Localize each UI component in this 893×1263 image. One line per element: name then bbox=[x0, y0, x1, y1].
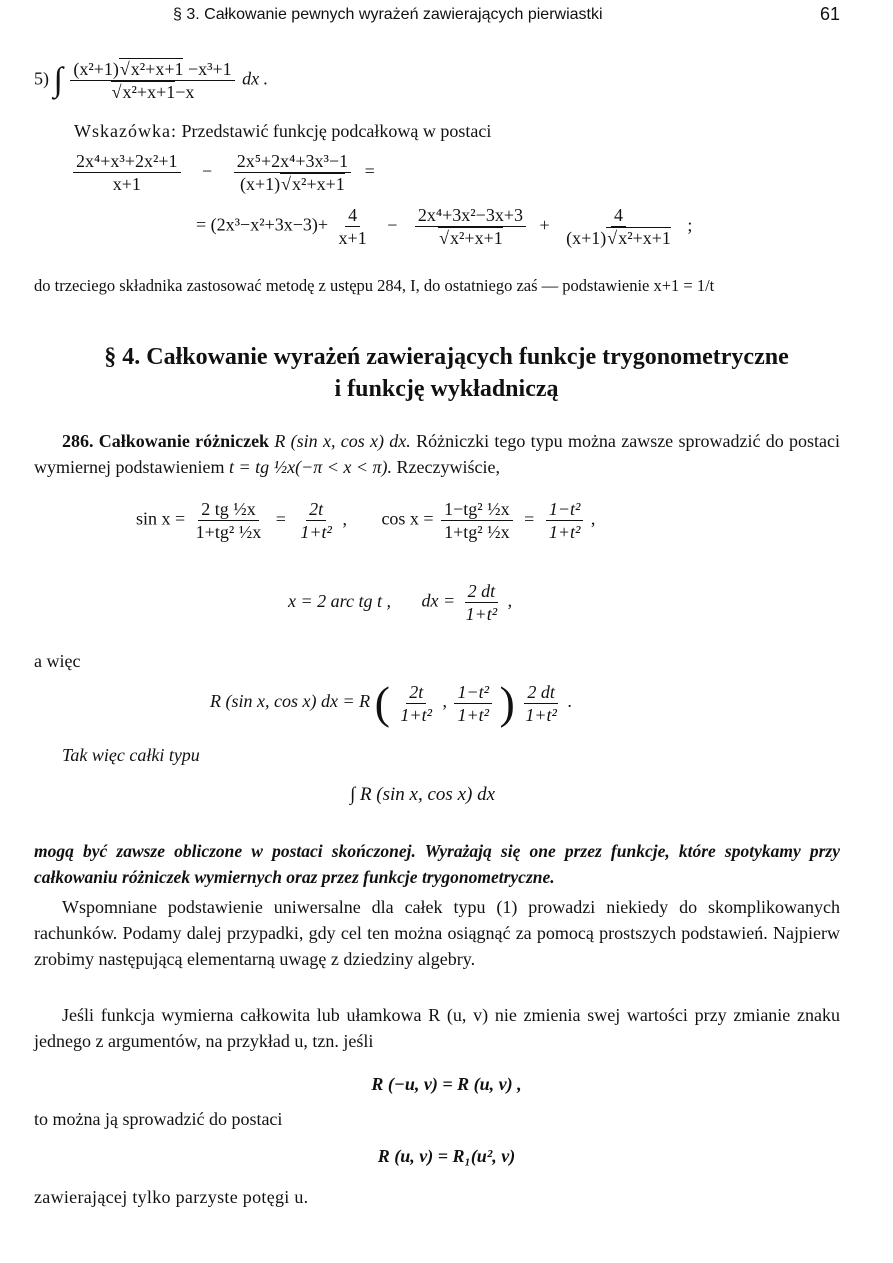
exercise-5-den-rest: −x bbox=[175, 82, 195, 102]
x-formula: x = 2 arc tg t , bbox=[288, 590, 391, 611]
paragraph-text-1: Różniczki tego typu można zawsze sprowadzić do postaci wymiernej podstawieniem bbox=[34, 431, 841, 477]
equation-r-symmetry: R (−u, v) = R (u, v) , bbox=[371, 1074, 522, 1094]
exercise-5 bbox=[34, 58, 268, 103]
paragraph-3: Jeśli funkcja wymierna całkowita lub ułamkowa R (u, v) nie zmienia swej wartości przy zmianie znaku jednego z argumentów, na przykład u, tzn. jeśli bbox=[34, 1005, 840, 1051]
r-f1-num: 2t bbox=[406, 681, 426, 704]
cos-lhs: cos x = bbox=[381, 508, 434, 529]
eq2-f3-den-sqrt: √ x²+x+1 bbox=[606, 227, 671, 248]
paragraph-286 bbox=[34, 428, 840, 480]
right-paren: ) bbox=[499, 677, 515, 728]
eq2-f1-num: 4 bbox=[345, 204, 360, 227]
hint-text: Przedstawić funkcję podcałkową w postaci bbox=[176, 121, 492, 141]
cos-fraction-1 bbox=[441, 498, 513, 543]
exercise-5-num-sqrt: √ x²+x+1 bbox=[119, 58, 184, 79]
r-end: . bbox=[567, 691, 572, 712]
eq2-end: ; bbox=[687, 214, 693, 235]
eq1-f2-den-pre: (x+1) bbox=[240, 174, 281, 194]
exercise-5-den-sqrt: √ x²+x+1 bbox=[111, 81, 176, 102]
cos-f2-den: 1+t² bbox=[548, 522, 581, 542]
integral-sign: ∫ bbox=[53, 61, 63, 99]
cos-f2-num: 1−t² bbox=[546, 498, 584, 521]
r-substitution-formula: R (sin x, cos x) dx = R ( $\frac{2t}{\text{1+t²}}$ , $\frac{\text{1−t²}}{\text{1+t²}}$ ) $\frac{2 dt}{\text{1+t²}}$ . bbox=[210, 677, 572, 728]
sin-comma: , bbox=[342, 508, 347, 529]
eq2-f2-den-sqrt: √ x²+x+1 bbox=[438, 227, 503, 248]
cos-equals: = bbox=[524, 508, 535, 529]
eq2-f2-num: 2x⁴+3x²−3x+3 bbox=[415, 204, 526, 227]
exercise-label: 5) bbox=[34, 68, 49, 89]
eq2-f3-num: 4 bbox=[611, 204, 626, 227]
section-heading-line-2: i funkcję wykładniczą bbox=[334, 376, 559, 402]
eq2-plus: + bbox=[539, 214, 550, 235]
r-f2-num: 1−t² bbox=[454, 681, 492, 704]
eq1-f1-num: 2x⁴+x³+2x²+1 bbox=[73, 150, 181, 173]
page-number: 61 bbox=[820, 4, 841, 24]
eq2-f1-den: x+1 bbox=[338, 228, 367, 248]
sin-f2-den: 1+t² bbox=[300, 522, 332, 542]
eq1-equals: = bbox=[364, 160, 375, 181]
dx-fraction bbox=[463, 580, 501, 625]
sin-lhs: sin x = bbox=[136, 508, 186, 529]
eq2-fraction-1 bbox=[336, 204, 370, 249]
sin-equals: = bbox=[275, 508, 286, 529]
sin-fraction-2 bbox=[297, 498, 335, 543]
r-f3-den: 1+t² bbox=[525, 704, 557, 725]
r-f1-den: 1+t² bbox=[400, 704, 432, 725]
dx-lhs: dx = bbox=[421, 590, 456, 611]
r-f2-den: 1+t² bbox=[457, 704, 490, 725]
hint-note: do trzeciego składnika zastosować metodę z ustępu 284, I, do ostatniego zaś — podstawienie x+1 = 1/t bbox=[34, 276, 715, 295]
cos-f1-num: 1−tg² ½x bbox=[441, 498, 513, 521]
eq2-start: = (2x³−x²+3x−3)+ bbox=[196, 214, 329, 235]
r-fraction-1 bbox=[397, 681, 435, 726]
eq1-f2-num: 2x⁵+2x⁴+3x³−1 bbox=[234, 150, 351, 173]
paragraph-text-2: Rzeczywiście, bbox=[392, 457, 500, 477]
eq2-fraction-2 bbox=[415, 204, 526, 249]
eq2-f3-den-pre: (x+1) bbox=[566, 228, 607, 248]
sin-f1-num: 2 tg ½x bbox=[198, 498, 259, 521]
a-wiec: a więc bbox=[34, 651, 81, 671]
exercise-5-num: (x²+1) bbox=[73, 59, 119, 79]
eq1-f2-den-sqrt: √ x²+x+1 bbox=[280, 173, 345, 194]
eq2-minus: − bbox=[387, 214, 398, 235]
eq1-fraction-1 bbox=[73, 150, 181, 195]
equation-1 bbox=[70, 150, 375, 195]
exercise-5-fraction bbox=[70, 58, 234, 103]
x-dx-formulas bbox=[288, 580, 512, 625]
sin-f2-num: 2t bbox=[306, 498, 326, 521]
paragraph-number: 286. bbox=[62, 431, 94, 451]
sin-cos-formulas bbox=[136, 498, 595, 543]
cos-f1-den: 1+tg² ½x bbox=[444, 522, 510, 542]
hint bbox=[74, 118, 491, 144]
tak-wiec: Tak więc całki typu bbox=[62, 745, 200, 765]
dx-den: 1+t² bbox=[465, 604, 498, 624]
dx-num: 2 dt bbox=[465, 580, 499, 603]
equation-r-even: R (u, v) = R₁(u², v) bbox=[377, 1146, 516, 1166]
eq1-f1-den: x+1 bbox=[112, 174, 141, 194]
paragraph-2: Wspomniane podstawienie uniwersalne dla całek typu (1) prowadzi niekiedy do skomplikowanych rachunków. Podamy dalej przypadki, gdy cel ten można osiągnąć za pomocą prostszych podstawień. Najpierw zrobimy następującą elementarną uwagę z dziedziny algebry. bbox=[34, 897, 840, 969]
eq1-minus: − bbox=[202, 160, 213, 181]
equation-2 bbox=[196, 204, 692, 249]
to-mozna: to można ją sprowadzić do postaci bbox=[34, 1109, 283, 1129]
sin-fraction-1 bbox=[193, 498, 265, 543]
left-paren: ( bbox=[374, 677, 390, 728]
r-f3-num: 2 dt bbox=[524, 681, 558, 704]
dx-comma: , bbox=[507, 590, 513, 611]
paragraph-expression: R (sin x, cos x) dx. bbox=[274, 431, 411, 451]
hint-label: Wskazówka: bbox=[74, 121, 177, 141]
eq1-fraction-2 bbox=[234, 150, 351, 195]
r-fraction-3 bbox=[522, 681, 560, 726]
r-lhs: R (sin x, cos x) dx = R bbox=[210, 691, 371, 712]
eq2-fraction-3 bbox=[563, 204, 674, 249]
running-header-title: § 3. Całkowanie pewnych wyrażeń zawierających pierwiastki bbox=[173, 6, 603, 23]
exercise-5-dx: dx . bbox=[242, 68, 269, 89]
last-line: zawierającej tylko parzyste potęgi u. bbox=[34, 1187, 309, 1207]
exercise-5-num-rest: −x³+1 bbox=[183, 59, 232, 79]
section-heading-line-1: § 4. Całkowanie wyrażeń zawierających funkcje trygonometryczne bbox=[104, 344, 789, 370]
sin-f1-den: 1+tg² ½x bbox=[195, 522, 262, 542]
cos-fraction-2 bbox=[546, 498, 584, 543]
italic-paragraph: mogą być zawsze obliczone w postaci skończonej. Wyrażają się one przez funkcje, które spotykamy przy całkowaniu różniczek wymiernych oraz przez funkcje trygonometryczne. bbox=[34, 841, 840, 887]
r-fraction-2 bbox=[454, 681, 492, 726]
paragraph-substitution: t = tg ½x(−π < x < π). bbox=[228, 457, 393, 477]
cos-comma: , bbox=[590, 508, 596, 529]
paragraph-title: Całkowanie różniczek bbox=[98, 431, 270, 451]
integral-display: ∫ R (sin x, cos x) dx bbox=[350, 784, 496, 805]
